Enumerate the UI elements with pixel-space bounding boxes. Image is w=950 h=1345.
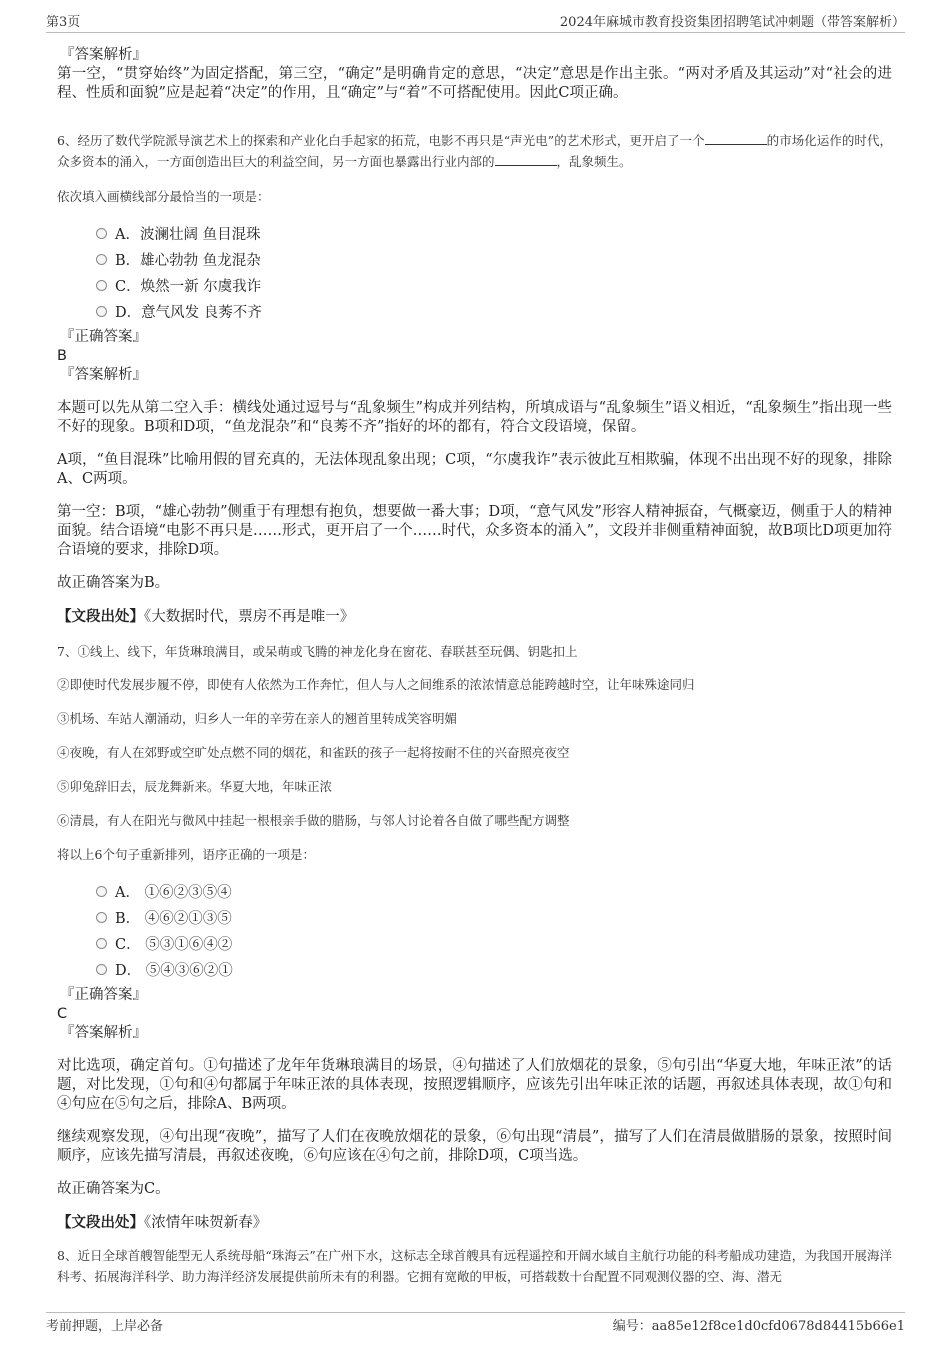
q6-options (96, 220, 892, 324)
option-label: B．雄心勃勃 鱼龙混杂 (115, 252, 261, 269)
q7-answer: C (57, 1006, 68, 1022)
blank-line (495, 152, 557, 166)
q7-option-d[interactable] (96, 956, 892, 982)
radio-icon[interactable] (96, 964, 107, 975)
q5-analysis-label: 『答案解析』 (60, 47, 147, 63)
q6-stem-part-3: ，乱象频生。 (556, 154, 632, 169)
radio-icon[interactable] (96, 912, 107, 923)
q7-option-a[interactable] (96, 878, 892, 904)
q6-stem-part-2: 的市场化运作的时代，众多资本的涌入，一方面创造出巨大的利益空间，另一方面也暴露出行业内部的 (57, 133, 892, 169)
q6-answer: B (57, 348, 67, 364)
q6-instruction: 依次填入画横线部分最恰当的一项是： (57, 189, 270, 204)
q7-analysis-label: 『答案解析』 (60, 1025, 147, 1041)
q6-analysis-paragraph: A项，“鱼目混珠”比喻用假的冒充真的，无法体现乱象出现；C项，“尔虞我诈”表示彼此互相欺骗，体现不出出现不好的现象，排除A、C两项。 (57, 452, 892, 487)
q8-stem: 8、近日全球首艘智能型无人系统母船“珠海云”在广州下水，这标志全球首艘具有远程遥控和开阔水域自主航行功能的科考船成功建造，为我国开展海洋科考、拓展海洋科学、助力海洋经济发展提供前所未有的利器。它拥有宽敞的甲板，可搭载数十台配置不同观测仪器的空、海、潜无 (57, 1248, 892, 1284)
option-label: C．焕然一新 尔虞我诈 (115, 278, 262, 295)
q7-sentence: ⑥清晨，有人在阳光与微风中挂起一根根亲手做的腊肠，与邻人讨论着各自做了哪些配方调整 (57, 813, 570, 828)
q7-answer-label: 『正确答案』 (60, 987, 147, 1003)
footer-slogan: 考前押题，上岸必备 (46, 1319, 164, 1334)
q7-options (96, 878, 892, 982)
option-label: B． ④⑥②①③⑤ (115, 910, 232, 927)
q6-option-d[interactable] (96, 298, 892, 324)
q6-analysis-paragraph: 第一空：B项，“雄心勃勃”侧重于有理想有抱负，想要做一番大事；D项，“意气风发”形容人精神振奋，气概豪迈，侧重于人的精神面貌。结合语境“电影不再只是……形式，更开启了一个……时代，众多资本的涌入”，文段并非侧重精神面貌，故B项比D项更加符合语境的要求，排除D项。 (57, 504, 892, 558)
header-divider (46, 32, 905, 33)
q7-sentence: ⑤卯兔辞旧去，辰龙舞新来。华夏大地，年味正浓 (57, 779, 333, 794)
q6-source (57, 607, 892, 627)
document-id: 编号：aa85e12f8ce1d0cfd0678d84415b66e1 (612, 1319, 905, 1334)
q7-sentence: ③机场、车站人潮涌动，归乡人一年的辛劳在亲人的翘首里转成笑容明媚 (57, 711, 458, 726)
option-label: D．意气风发 良莠不齐 (115, 304, 262, 321)
option-label: A．波澜壮阔 鱼目混珠 (115, 226, 261, 243)
option-label: D． ⑤④③⑥②① (115, 962, 233, 979)
document-title: 2024年麻城市教育投资集团招聘笔试冲刺题（带答案解析） (559, 15, 905, 30)
main-content (57, 46, 892, 1287)
q7-source (57, 1213, 892, 1233)
page-number: 第3页 (46, 15, 81, 30)
radio-icon[interactable] (96, 280, 107, 291)
q7-instruction: 将以上6个句子重新排列，语序正确的一项是： (57, 847, 315, 862)
q7-sentence: 7、①线上、线下，年货琳琅满目，或呆萌或飞腾的神龙化身在窗花、春联甚至玩偶、钥匙扣上 (57, 644, 578, 659)
source-title: 《浓情年味贺新春》 (144, 1215, 268, 1231)
q6-option-b[interactable] (96, 246, 892, 272)
source-label: 【文段出处】 (57, 608, 144, 625)
radio-icon[interactable] (96, 306, 107, 317)
q6-stem-part-1: 6、经历了数代学院派导演艺术上的探索和产业化白手起家的拓荒，电影不再只是“声光电”的艺术形式，更开启了一个 (57, 133, 705, 148)
q7-option-c[interactable] (96, 930, 892, 956)
q7-sentence: ②即使时代发展步履不停，即使有人依然为工作奔忙，但人与人之间维系的浓浓情意总能跨越时空，让年味殊途同归 (57, 677, 695, 692)
option-label: A． ①⑥②③⑤④ (115, 884, 232, 901)
option-label: C． ⑤③①⑥④② (115, 936, 233, 953)
q7-analysis-conclusion: 故正确答案为C。 (57, 1181, 170, 1197)
q7-analysis-paragraph: 对比选项，确定首句。①句描述了龙年年货琳琅满目的场景，④句描述了人们放烟花的景象，⑤句引出“华夏大地，年味正浓”的话题，对比发现，①句和④句都属于年味正浓的具体表现，按照逻辑顺序，应该先引出年味正浓的话题，再叙述具体表现，故①句和④句应在⑤句之后，排除A、B两项。 (57, 1058, 892, 1112)
q6-option-c[interactable] (96, 272, 892, 298)
q6-analysis-paragraph: 本题可以先从第二空入手：横线处通过逗号与“乱象频生”构成并列结构，所填成语与“乱象频生”语义相近，“乱象频生”指出现一些不好的现象。B项和D项，“鱼龙混杂”和“良莠不齐”指好的坏的都有，符合文段语境，保留。 (57, 400, 892, 435)
footer-divider (46, 1312, 905, 1313)
radio-icon[interactable] (96, 254, 107, 265)
blank-line (705, 131, 767, 145)
q7-analysis-paragraph: 继续观察发现，④句出现“夜晚”，描写了人们在夜晚放烟花的景象，⑥句出现“清晨”，描写了人们在清晨做腊肠的景象，按照时间顺序，应该先描写清晨，再叙述夜晚，⑥句应该在④句之前，排除D项，C项当选。 (57, 1129, 892, 1164)
radio-icon[interactable] (96, 228, 107, 239)
q7-sentence: ④夜晚，有人在郊野或空旷处点燃不同的烟花，和雀跃的孩子一起将按耐不住的兴奋照亮夜空 (57, 745, 570, 760)
radio-icon[interactable] (96, 886, 107, 897)
q7-option-b[interactable] (96, 904, 892, 930)
q6-answer-label: 『正确答案』 (60, 329, 147, 345)
radio-icon[interactable] (96, 938, 107, 949)
source-label: 【文段出处】 (57, 1214, 144, 1231)
q6-analysis-conclusion: 故正确答案为B。 (57, 575, 170, 591)
q5-analysis-text: 第一空，“贯穿始终”为固定搭配，第三空，“确定”是明确肯定的意思，“决定”意思是作出主张。“两对矛盾及其运动”对“社会的进程、性质和面貌”应是起着“决定”的作用，且“确定”与“着”不可搭配使用。因此C项正确。 (57, 66, 892, 101)
q6-analysis-label: 『答案解析』 (60, 367, 147, 383)
q6-option-a[interactable] (96, 220, 892, 246)
q6-stem (57, 130, 892, 172)
source-title: 《大数据时代，票房不再是唯一》 (144, 609, 355, 625)
